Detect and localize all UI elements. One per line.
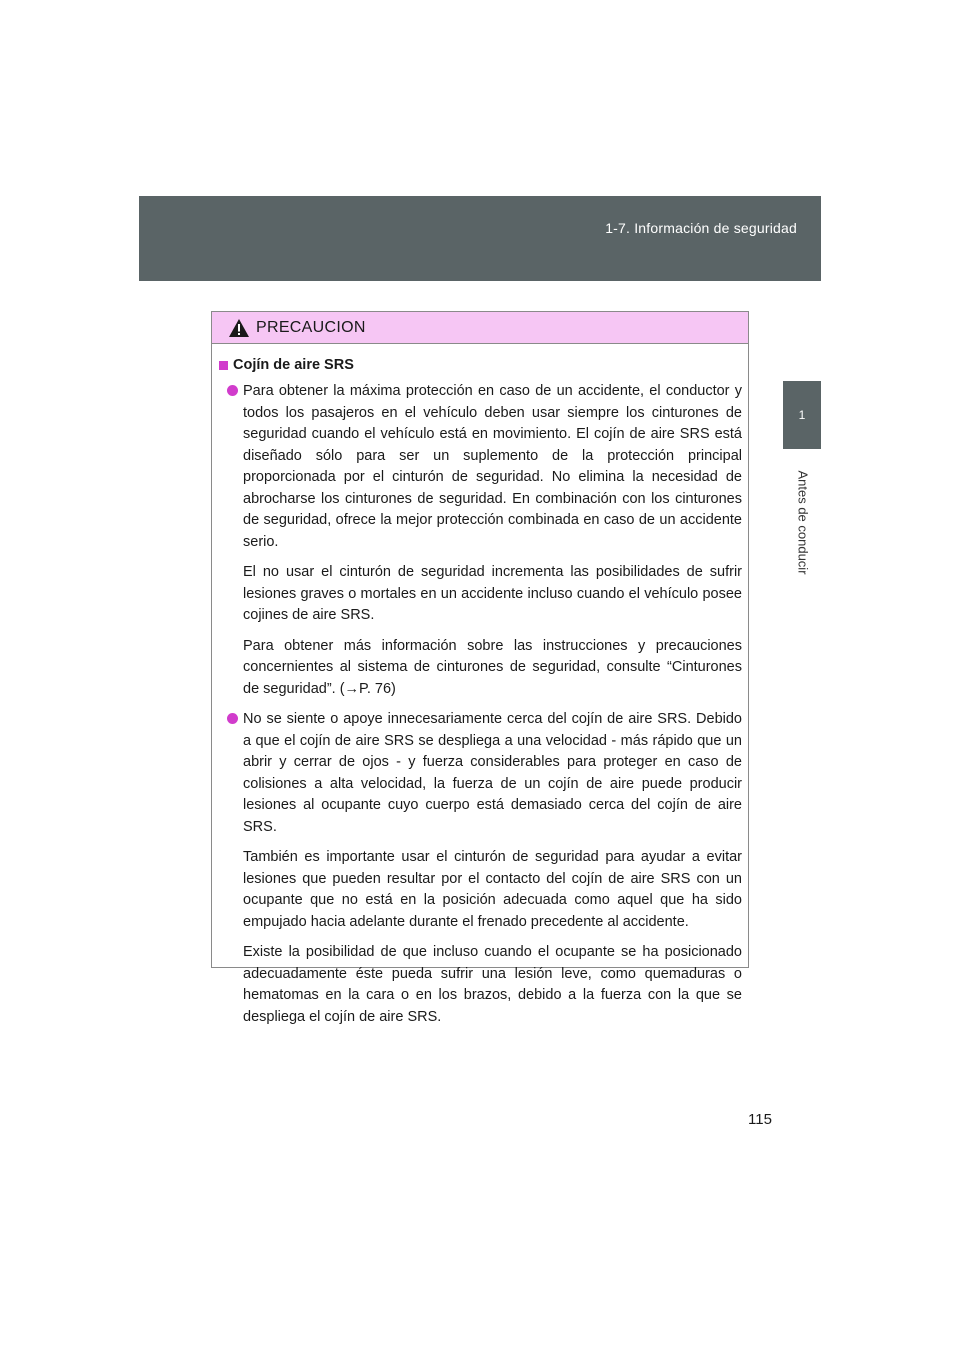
paragraph: Existe la posibilidad de que incluso cuando el ocupante se ha posicionado adecuadamente éste pueda sufrir una lesión leve, como quemaduras o hematomas en la cara o en los brazos, debido a la fuerza con la que se despliega el cojín de aire SRS. — [243, 944, 742, 1025]
section-heading-text: Cojín de aire SRS — [233, 357, 354, 373]
chapter-title: Antes de conducir — [795, 469, 811, 575]
chapter-label — [789, 462, 817, 582]
paragraph: Para obtener más información sobre las instrucciones y precauciones concernientes al sistema de cinturones de seguridad, consulte “Cinturones de seguridad”. (→P. 76) — [243, 637, 742, 697]
header-band — [139, 196, 821, 281]
square-bullet-icon — [219, 361, 228, 370]
list-item — [219, 381, 742, 700]
caution-box — [211, 311, 749, 1025]
paragraph: Para obtener la máxima protección en caso de un accidente, el conductor y todos los pasajeros en el vehículo deben usar siempre los cinturones de seguridad cuando el vehículo está en movimiento. El cojín de aire SRS está diseñado sólo para ser un suplemento de la protección principal proporcionada por el cinturón de seguridad. No elimina la necesidad de abrocharse los cinturones de seguridad. En combinación con los cinturones de seguridad, ofrece la mejor protección combinada en caso de un accidente serio. — [243, 383, 742, 550]
section-title: 1-7. Información de seguridad — [605, 220, 797, 236]
caution-title: PRECAUCION — [256, 318, 366, 336]
section-heading — [219, 357, 742, 373]
circle-bullet-icon — [227, 713, 238, 724]
paragraph: El no usar el cinturón de seguridad incrementa las posibilidades de sufrir lesiones graves o mortales en un accidente incluso cuando el vehículo posee cojines de aire SRS. — [243, 564, 742, 623]
paragraph: También es importante usar el cinturón de seguridad para ayudar a evitar lesiones que pueden resultar por el contacto del cojín de aire SRS con un ocupante que no está en la posición adecuada como aquel que ha sido empujado hacia adelante durante el frenado precedente al accidente. — [243, 849, 742, 930]
caution-header — [212, 312, 748, 344]
caution-body — [212, 344, 748, 1028]
list-item — [219, 709, 742, 1028]
paragraph: No se siente o apoye innecesariamente cerca del cojín de aire SRS. Debido a que el cojín de aire SRS se despliega a una velocidad - más rápido que un abrir y cerrar de ojos - y fuerza considerables para proteger en caso de colisiones a alta velocidad, la fuerza de un cojín de aire puede producir lesiones al ocupante cuyo cuerpo está demasiado cerca del cojín de aire SRS. — [243, 711, 742, 835]
page-number: 115 — [748, 1111, 772, 1128]
warning-triangle-icon — [228, 318, 250, 338]
chapter-tab: 1 — [783, 381, 821, 449]
circle-bullet-icon — [227, 385, 238, 396]
